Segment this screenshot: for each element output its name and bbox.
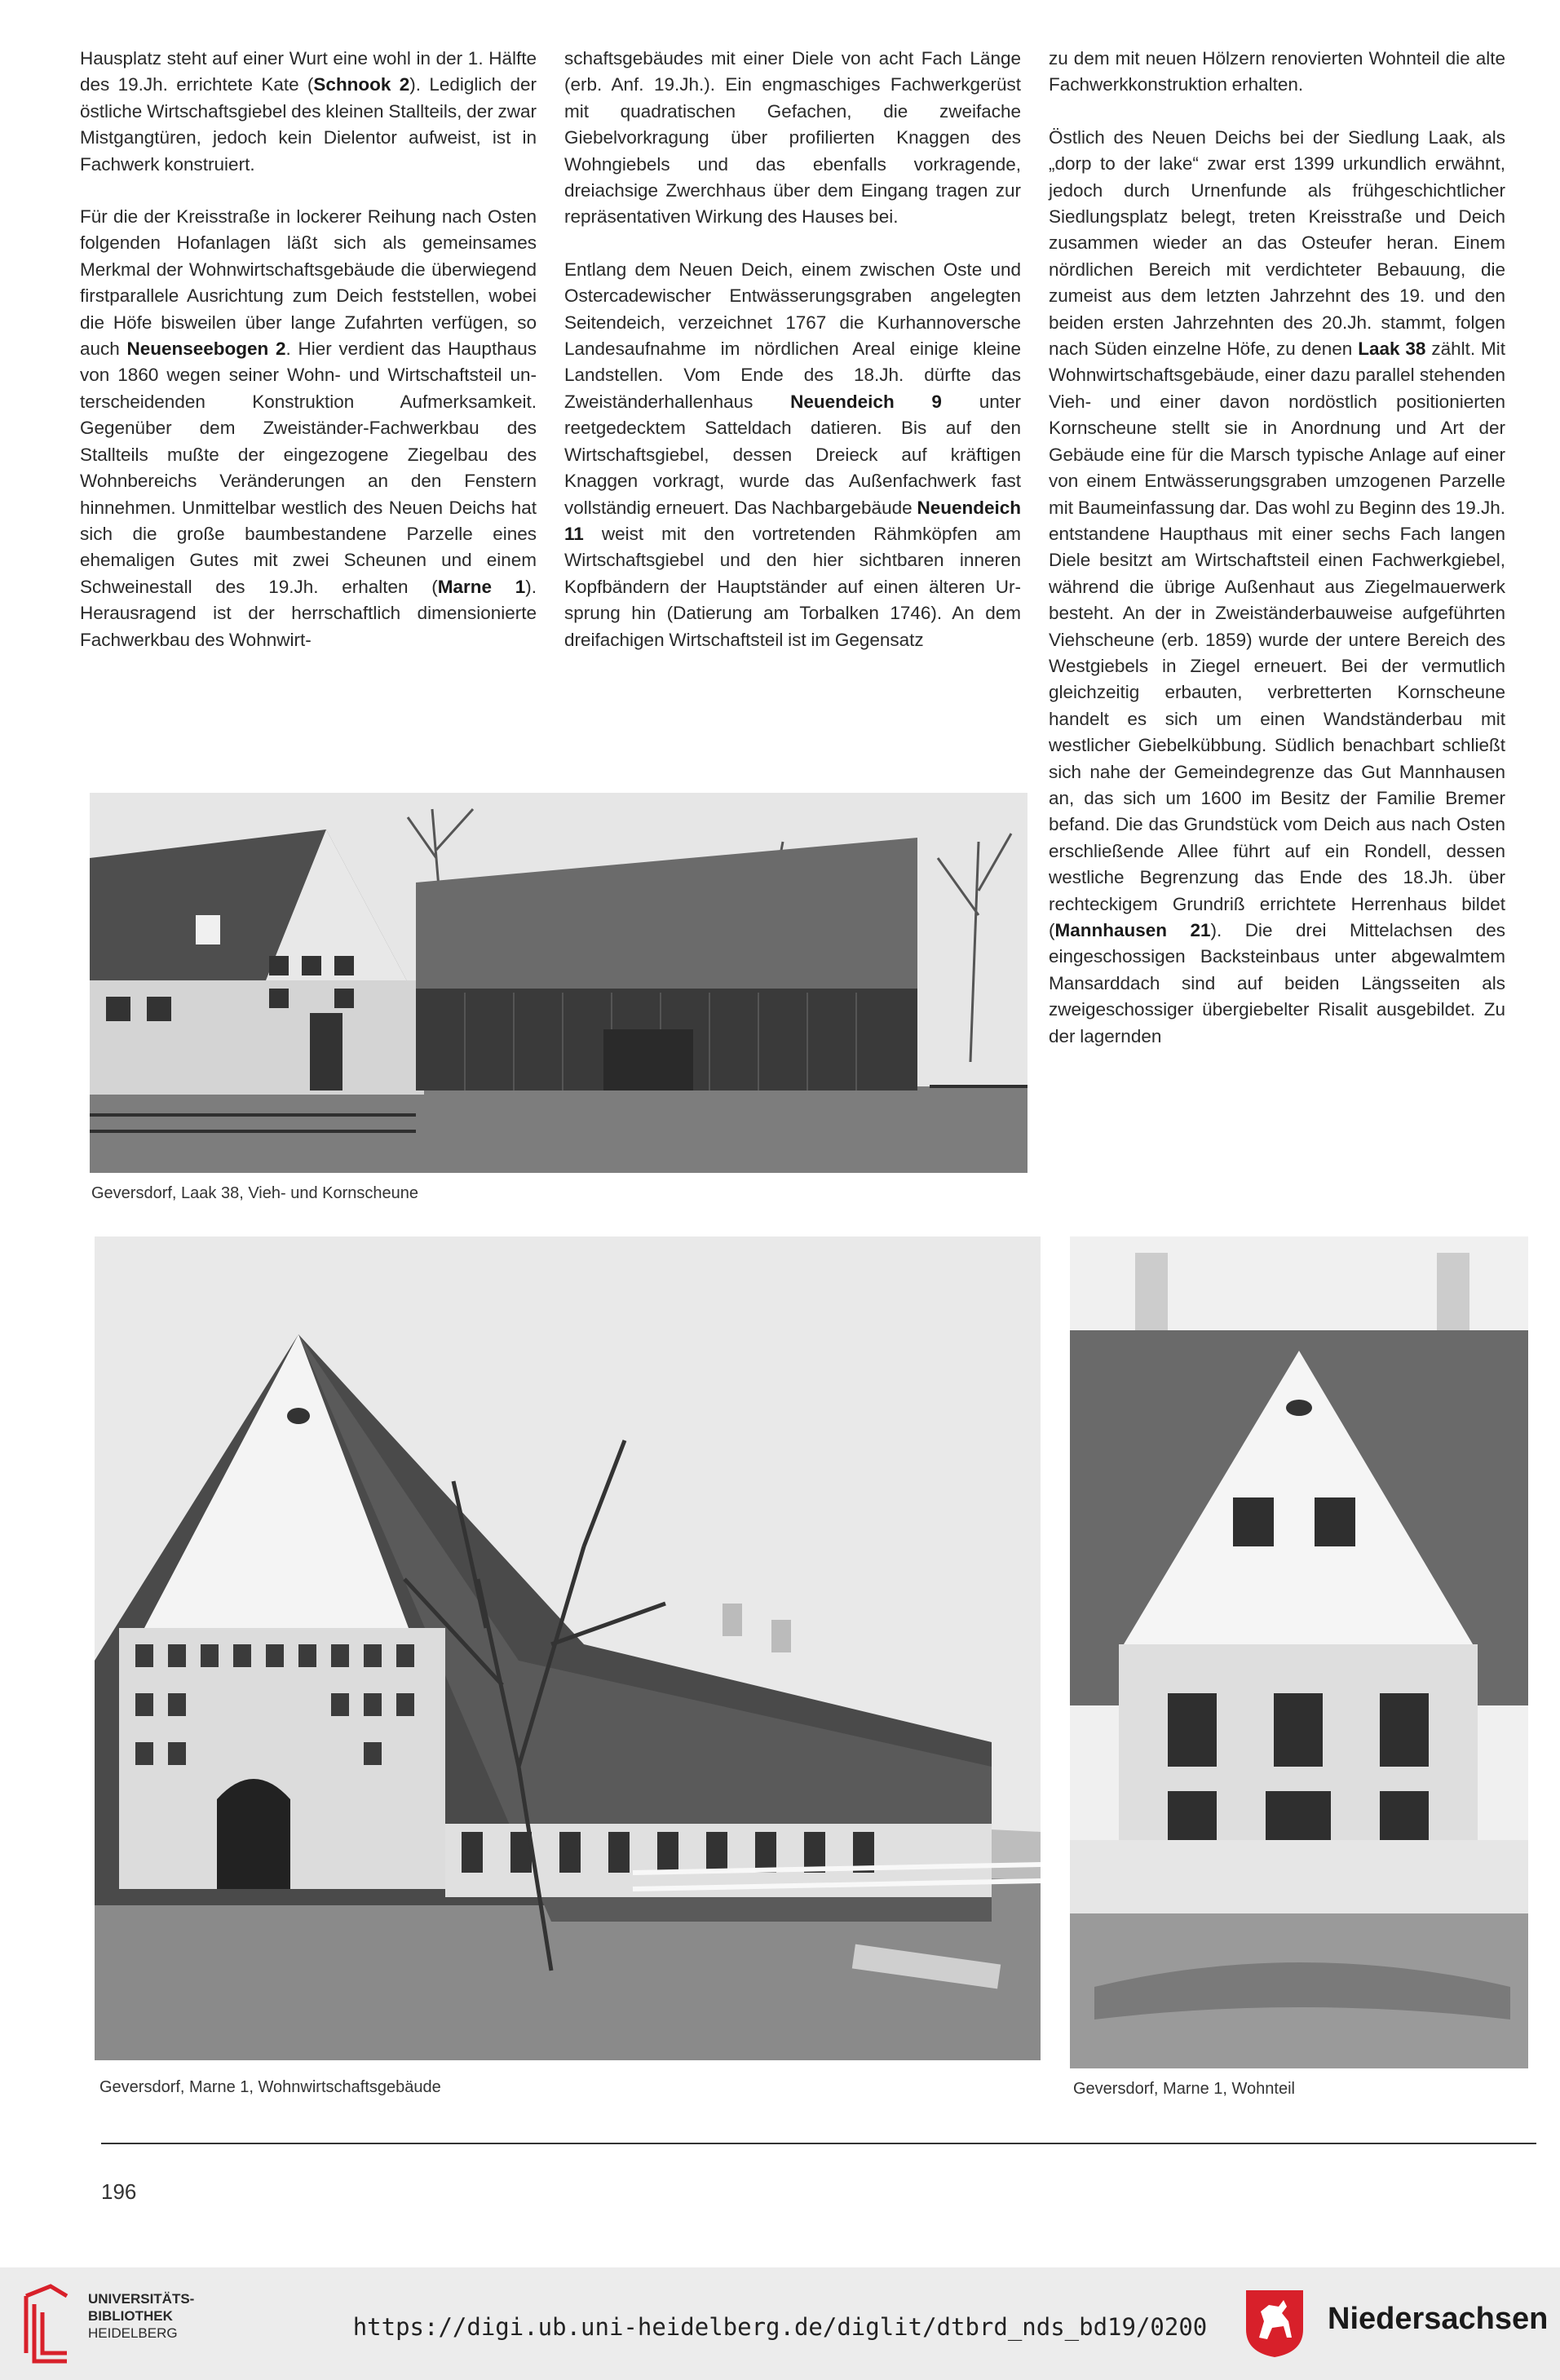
text-run: schaftsgebäudes mit einer Diele von acht Fach Länge (erb. Anf. 19.Jh.). Ein engmaschiges Fachwerkgerüst mit quadratischen Gefachen, die zweifache Giebelvorkragung über profilierten Knaggen des Wohngiebels und das ebenfalls vorkragende, dreiachsige Zwerchhaus über dem Eingang tragen zur repräsentativen Wirkung des Hauses bei. [564,48,1021,228]
caption-photo-2: Geversdorf, Marne 1, Wohnwirtschaftsgebäude [99,2078,441,2096]
text-run: ). Lediglich der östliche Wirtschaftsgiebel des kleinen Stallteils, der zwar Mistgangtüren, jedoch kein Dielentor aufweist, ist in Fachwerk konstruiert. [80,74,537,175]
text-run: weist mit den vortretenden Rähmköpfen am Wirtschaftsgiebel und den hier sichtbaren inneren Kopfbändern der Hauptständer auf einen älteren Ursprung hin (Datierung am Torbalken 1746). An dem dreifachigen Wirtschaftsteil ist im Gegensatz [564,523,1021,650]
photo-laak-38-barns [90,793,1027,1173]
text-run: Entlang dem Neuen Deich, einem zwischen Oste und Ostercadewischer Entwässerungsgraben angelegten Seitendeich, verzeichnet 1767 die Kurhannoversche Landesaufnahme im nördlichen Areal einige kleine Landstellen. Vom Ende des 18.Jh. dürfte das Zweiständerhallenhaus [564,259,1021,412]
col2-paragraph-1 [564,46,1021,231]
page-divider [101,2143,1536,2144]
text-run: Hausplatz steht auf einer Wurt eine wohl in der 1. Hälfte des 19.Jh. errichtete Kate ( [80,48,537,95]
niedersachsen-wordmark: Niedersachsen [1328,2302,1549,2336]
entry-reference: Neuendeich 11 [564,497,1021,544]
ub-line-2: BIBLIOTHEK [88,2308,173,2324]
page-number: 196 [101,2179,137,2204]
entry-reference: Marne 1 [437,576,526,597]
text-column-1 [80,46,537,653]
source-url-link[interactable]: https://digi.ub.uni-heidelberg.de/diglit/dtbrd_nds_bd19/0200 [352,2313,1208,2341]
col1-paragraph-2 [80,204,537,653]
entry-reference: Neuendeich 9 [790,391,942,412]
text-run: . Hier verdient das Haupthaus von 1860 wegen seiner Wohn- und Wirtschaftsteil unterscheidenden Konstruktion Aufmerksamkeit. Gegenüber dem Zweiständer-Fachwerkbau des Stallteils mußte der eingezogene Ziegelbau des Wohnbereichs Veränderungen an den Fenstern hinnehmen. Unmittelbar westlich des Neuen Deichs hat sich die große baumbestandene Parzelle eines ehemaligen Gutes mit zwei Scheunen und einem Schweinestall des 19.Jh. erhalten ( [80,338,537,597]
ub-line-1: UNIVERSITÄTS- [88,2291,195,2307]
col3-paragraph-1 [1049,46,1505,99]
ub-line-3: HEIDELBERG [88,2325,178,2341]
caption-photo-3: Geversdorf, Marne 1, Wohnteil [1073,2080,1295,2098]
text-column-3 [1049,46,1505,1050]
text-run: Östlich des Neuen Deichs bei der Siedlung Laak, als „dorp to der lake“ zwar erst 1399 urkundlich erwähnt, jedoch durch Urnenfunde als frühgeschichtlicher Siedlungsplatz belegt, treten Kreisstraße und Deich zusammen wieder an das Osteufer heran. Einem nördlichen Bereich mit verdichteter Bebauung, die zumeist aus dem letzten Jahrzehnt des 19. und den beiden ersten Jahrzehnten des 20.Jh. stammt, folgen nach Süden einzelne Höfe, zu denen [1049,126,1505,360]
text-run: ). Herausragend ist der herrschaftlich dimensionierte Fachwerkbau des Wohnwirt- [80,576,537,650]
col3-paragraph-2 [1049,125,1505,1050]
text-run: zählt. Mit Wohnwirtschaftsgebäude, einer dazu parallel stehenden Vieh- und einer davon nordöstlich positionierten Kornscheune stellt sie in Anordnung und Art der Gebäude eine für die Marsch typische Anlage auf einer von einem Entwässerungsgraben umzogenen Parzelle mit Baumeinfassung dar. Das wohl zu Beginn des 19.Jh. entstandene Haupthaus mit einer sechs Fach langen Diele besitzt am Wirtschaftsteil einen Fachwerkgiebel, während die übrige Außenhaut aus Ziegelmauerwerk besteht. An der in Zweiständerbauweise aufgeführten Viehscheune (erb. 1859) wurde der untere Bereich des Westgiebels in Ziegel erneuert. Bei der vermutlich gleichzeitig erbauten, verbretterten Kornscheune handelt es sich um einen Wandständerbau mit westlicher Giebelkübbung. Südlich benachbart schließt sich nahe der Gemeindegrenze das Gut Mannhausen an, das sich um 1600 im Besitz der Familie Bremer befand. Die das Grundstück vom Deich aus nach Osten erschließende Allee führt auf ein Rondell, dessen westliche Begrenzung das Ende des 18.Jh. über rechteckigem Grundriß errichtete Herrenhaus bildet ( [1049,338,1505,940]
col1-paragraph-1 [80,46,537,178]
entry-reference: Schnook 2 [313,74,410,95]
photo-marne-1-wohnteil [1070,1236,1528,2068]
entry-reference: Neuenseebogen 2 [126,338,286,360]
entry-reference: Laak 38 [1358,338,1426,360]
text-column-2 [564,46,1021,653]
text-run: Für die der Kreisstraße in lockerer Reihung nach Osten folgenden Hofanlagen läßt sich als gemeinsames Merkmal der Wohnwirtschaftsgebäude die überwiegend firstparallele Ausrichtung zum Deich feststellen, wobei die Höfe bisweilen über lange Zufahrten verfügen, so auch [80,206,537,360]
photo-marne-1-farmhouse [95,1236,1041,2060]
caption-photo-1: Geversdorf, Laak 38, Vieh- und Kornscheune [91,1184,418,1202]
text-run: unter reetgedecktem Satteldach datieren. Bis auf den Wirtschaftsgiebel, dessen Dreieck auf kräftigen Knaggen vorkragt, wurde das Außenfachwerk fast vollständig erneuert. Das Nachbargebäude [564,391,1021,518]
entry-reference: Mannhausen 21 [1054,920,1211,940]
col2-paragraph-2 [564,257,1021,653]
text-run: zu dem mit neuen Hölzern renovierten Wohnteil die alte Fachwerkkonstruktion erhalten. [1049,48,1505,95]
text-run: ). Die drei Mittelachsen des eingeschossigen Backsteinbaus unter abgewalmtem Mansarddach sind auf beiden Längsseiten als zweigeschossiger übergiebelter Risalit ausgebildet. Zu der lagernden [1049,920,1505,1046]
niedersachsen-horse-icon [1244,2289,1305,2359]
